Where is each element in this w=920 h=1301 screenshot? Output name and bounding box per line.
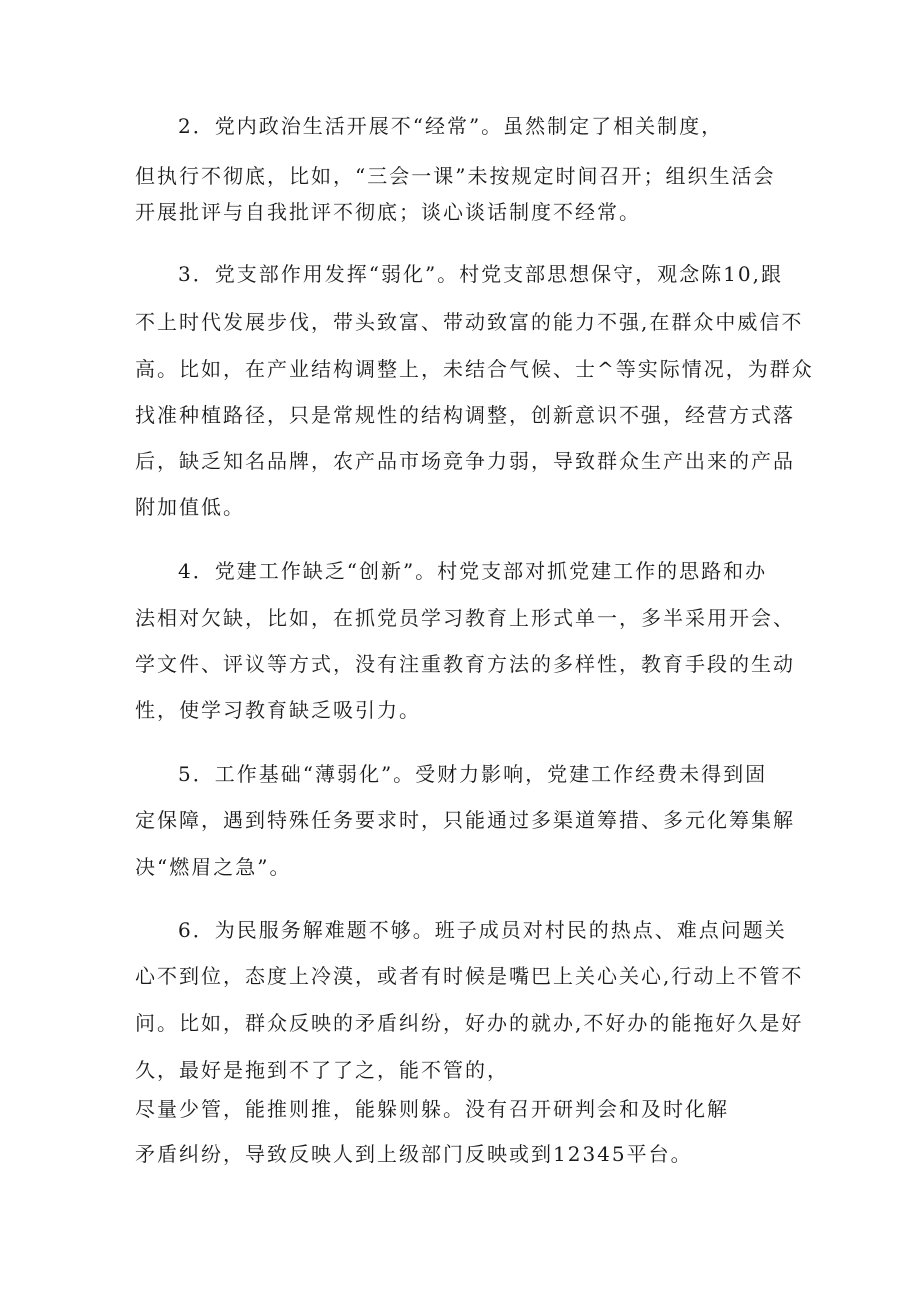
paragraph-6-line-4: 久，最好是拖到不了了之，能不管的， [135,1058,509,1082]
paragraph-2-cont-line-1: 但执行不彻底，比如，“三会一课”未按规定时间召开；组织生活会 [135,164,776,188]
paragraph-5-line-1: 5．工作基础“薄弱化”。受财力影响，党建工作经费未得到固 [178,762,768,786]
paragraph-5-line-2: 定保障，遇到特殊任务要求时，只能通过多渠道筹措、多元化筹集解 [135,808,795,832]
paragraph-6-line-3: 问。比如，群众反映的矛盾纠纷，好办的就办,不好办的能拖好久是好 [135,1011,804,1035]
paragraph-4-line-2: 法相对欠缺，比如，在抓党员学习教育上形式单一，多半采用开会、 [135,606,795,630]
paragraph-3-line-2: 不上时代发展步伐，带头致富、带动致富的能力不强,在群众中威信不 [135,310,804,334]
paragraph-3-line-3: 高。比如，在产业结构调整上，未结合气候、士^等实际情况，为群众 [135,357,814,381]
paragraph-2-line-1: 2．党内政治生活开展不“经常”。虽然制定了相关制度， [178,114,724,138]
paragraph-6-line-1: 6．为民服务解难题不够。班子成员对村民的热点、难点问题关 [178,918,787,942]
paragraph-6-line-2: 心不到位，态度上冷漠，或者有时候是嘴巴上关心关心,行动上不管不 [135,964,804,988]
paragraph-4-line-1: 4．党建工作缺乏“创新”。村党支部对抓党建工作的思路和办 [178,559,768,583]
paragraph-5-line-3: 决“燃眉之急”。 [135,855,292,879]
paragraph-2-cont-line-2: 开展批评与自我批评不彻底；谈心谈话制度不经常。 [135,200,641,224]
paragraph-3-line-1: 3．党支部作用发挥“弱化”。村党支部思想保守，观念陈10,跟 [178,262,783,286]
paragraph-3-line-6: 附加值低。 [135,495,245,519]
paragraph-3-line-4: 找准种植路径，只是常规性的结构调整，创新意识不强，经营方式落 [135,403,795,427]
paragraph-6-line-6: 矛盾纠纷，导致反映人到上级部门反映或到12345平台。 [135,1142,693,1166]
paragraph-4-line-3: 学文件、评议等方式，没有注重教育方法的多样性，教育手段的生动 [135,652,795,676]
paragraph-4-line-4: 性，使学习教育缺乏吸引力。 [135,698,421,722]
paragraph-3-line-5: 后，缺乏知名品牌，农产品市场竞争力弱，导致群众生产出来的产品 [135,449,795,473]
paragraph-6-line-5: 尽量少管，能推则推，能躲则躲。没有召开研判会和及时化解 [135,1097,729,1121]
